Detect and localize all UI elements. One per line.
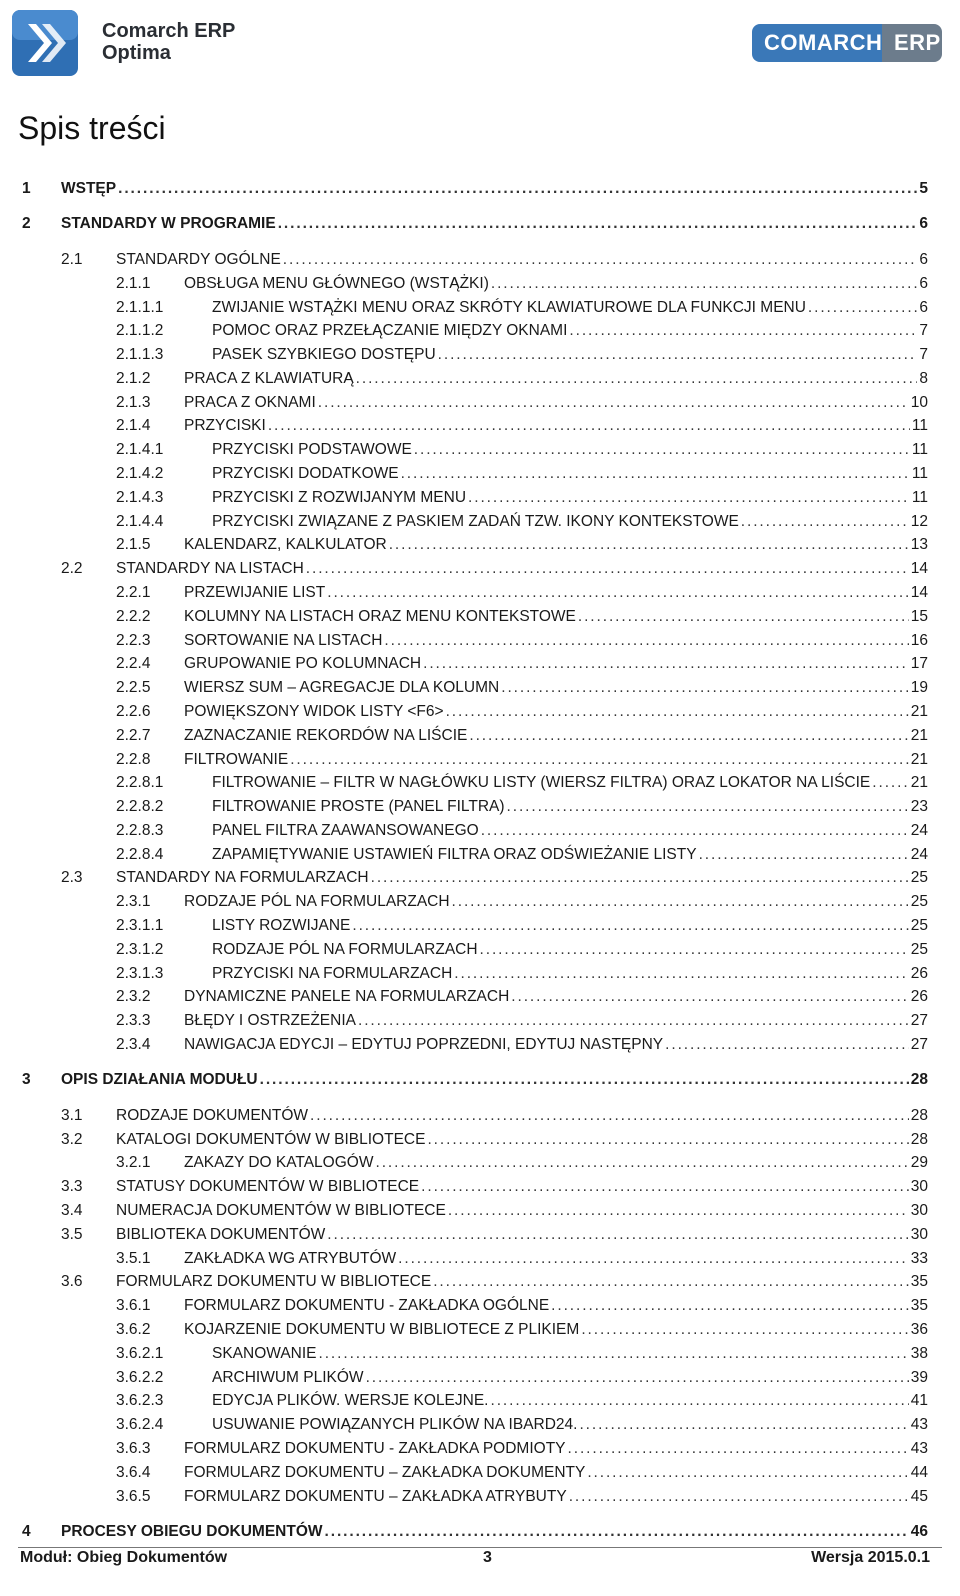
toc-entry[interactable]	[0, 1271, 960, 1293]
toc-entry-title[interactable]: PRACA Z OKNAMI	[184, 393, 316, 411]
toc-entry-title[interactable]: RODZAJE DOKUMENTÓW	[116, 1106, 309, 1124]
toc-entry-number: 3.6.5	[116, 1487, 151, 1505]
footer-page-number: 3	[483, 1549, 492, 1566]
toc-leader-dots	[118, 178, 917, 200]
toc-entry[interactable]	[0, 891, 960, 913]
toc-entry-title[interactable]: PANEL FILTRA ZAAWANSOWANEGO	[212, 821, 479, 839]
toc-entry[interactable]	[0, 1367, 960, 1389]
toc-entry[interactable]	[0, 249, 960, 271]
toc-entry-page: 39	[910, 1368, 928, 1386]
toc-entry[interactable]	[0, 772, 960, 794]
logo-text-erp: ERP	[894, 30, 941, 55]
toc-entry-number: 2.1.1	[116, 274, 151, 292]
toc-entry[interactable]	[0, 1390, 960, 1412]
toc-entry-page: 21	[910, 726, 928, 744]
toc-entry-number: 2.2.8.2	[116, 798, 164, 816]
toc-entry-title[interactable]: FORMULARZ DOKUMENTU – ZAKŁADKA ATRYBUTY	[184, 1487, 567, 1505]
toc-entry-title[interactable]: PRZYCISKI PODSTAWOWE	[212, 441, 412, 459]
toc-leader-dots	[569, 320, 917, 342]
toc-leader-dots	[366, 1367, 909, 1389]
toc-entry-page: 13	[910, 536, 928, 554]
toc-entry[interactable]	[0, 1069, 960, 1091]
toc-entry[interactable]	[0, 1129, 960, 1151]
toc-entry[interactable]	[0, 796, 960, 818]
toc-entry-title[interactable]: EDYCJA PLIKÓW. WERSJE KOLEJNE.	[212, 1392, 489, 1410]
toc-leader-dots	[325, 1521, 909, 1543]
toc-entry-page: 21	[910, 702, 928, 720]
toc-entry-title[interactable]: WSTĘP	[61, 180, 117, 197]
toc-entry-number: 3.2	[61, 1130, 83, 1148]
toc-entry-page: 26	[910, 988, 928, 1006]
toc-entry[interactable]	[0, 1105, 960, 1127]
toc-leader-dots	[398, 1248, 909, 1270]
toc-leader-dots	[327, 1224, 908, 1246]
toc-leader-dots	[290, 749, 909, 771]
toc-entry-page: 28	[910, 1106, 928, 1124]
toc-entry[interactable]	[0, 606, 960, 628]
toc-entry-page: 6	[919, 274, 928, 292]
toc-leader-dots	[568, 1438, 909, 1460]
toc-entry-number: 2.2	[61, 560, 83, 578]
toc-entry[interactable]	[0, 558, 960, 580]
toc-entry-page: 25	[910, 893, 928, 911]
toc-entry-title[interactable]: PASEK SZYBKIEGO DOSTĘPU	[212, 346, 436, 364]
toc-entry[interactable]	[0, 415, 960, 437]
toc-entry-number: 2.1.4.2	[116, 465, 164, 483]
toc-entry-page: 30	[910, 1202, 928, 1220]
toc-leader-dots	[491, 1390, 909, 1412]
toc-entry-title[interactable]: STATUSY DOKUMENTÓW W BIBLIOTECE	[116, 1178, 420, 1196]
toc-entry-title[interactable]: ARCHIWUM PLIKÓW	[212, 1368, 364, 1386]
toc-entry-page: 10	[910, 393, 928, 411]
toc-entry-number: 2.2.8.4	[116, 845, 164, 863]
toc-entry[interactable]	[0, 749, 960, 771]
toc-entry[interactable]	[0, 582, 960, 604]
toc-entry-number: 2.3.1	[116, 893, 151, 911]
toc-leader-dots	[306, 558, 909, 580]
toc-entry-page: 45	[910, 1487, 928, 1505]
toc-entry[interactable]	[0, 1319, 960, 1341]
toc-entry-number: 2.3.1.2	[116, 940, 164, 958]
toc-entry-title[interactable]: WIERSZ SUM – AGREGACJE DLA KOLUMN	[184, 679, 500, 697]
toc-entry-number: 2.1.3	[116, 393, 151, 411]
toc-entry-page: 6	[919, 298, 928, 316]
toc-entry-title[interactable]: DYNAMICZNE PANELE NA FORMULARZACH	[184, 988, 510, 1006]
toc-leader-dots	[371, 867, 909, 889]
toc-leader-dots	[578, 606, 909, 628]
toc-entry-title[interactable]: FORMULARZ DOKUMENTU – ZAKŁADKA DOKUMENTY	[184, 1463, 586, 1481]
toc-entry-title[interactable]: KALENDARZ, KALKULATOR	[184, 536, 387, 554]
toc-entry-page: 16	[910, 631, 928, 649]
toc-entry-number: 2.1	[61, 250, 83, 268]
toc-entry-title[interactable]: STANDARDY W PROGRAMIE	[61, 215, 276, 233]
toc-leader-dots	[480, 939, 909, 961]
toc-entry[interactable]	[0, 820, 960, 842]
toc-entry-page: 19	[910, 679, 928, 697]
toc-entry-page: 41	[910, 1392, 928, 1410]
toc-leader-dots	[448, 1200, 909, 1222]
toc-leader-dots	[511, 986, 908, 1008]
toc-leader-dots	[268, 415, 910, 437]
toc-entry-page: 5	[919, 180, 928, 197]
toc-entry-number: 2.2.8	[116, 750, 151, 768]
toc-leader-dots	[551, 1295, 909, 1317]
toc-entry-page: 35	[910, 1297, 928, 1315]
toc-entry-number: 2.2.1	[116, 583, 151, 601]
toc-entry-title[interactable]: KOLUMNY NA LISTACH ORAZ MENU KONTEKSTOWE	[184, 607, 576, 625]
toc-leader-dots	[414, 439, 910, 461]
toc-entry[interactable]	[0, 1224, 960, 1246]
toc-leader-dots	[872, 772, 908, 794]
toc-entry-page: 30	[910, 1225, 928, 1243]
toc-entry-title[interactable]: PRZYCISKI	[184, 417, 266, 435]
toc-entry[interactable]	[0, 1248, 960, 1270]
toc-entry-number: 3.6.2	[116, 1321, 151, 1338]
toc-entry[interactable]	[0, 1521, 960, 1543]
toc-entry-title[interactable]: ZAKAZY DO KATALOGÓW	[184, 1154, 374, 1172]
toc-entry-page: 33	[910, 1249, 928, 1267]
toc-entry-number: 3.6.3	[116, 1439, 151, 1457]
toc-entry-page: 35	[910, 1273, 928, 1291]
toc-entry-number: 2.2.8.1	[116, 774, 164, 792]
toc-entry-title[interactable]: FORMULARZ DOKUMENTU - ZAKŁADKA OGÓLNE	[184, 1297, 550, 1315]
toc-entry[interactable]	[0, 986, 960, 1008]
toc-entry[interactable]	[0, 844, 960, 866]
toc-entry[interactable]	[0, 1200, 960, 1222]
page-title: Spis treści	[18, 110, 166, 146]
footer-divider	[18, 1547, 942, 1548]
toc-leader-dots	[423, 653, 909, 675]
toc-entry-title[interactable]: SKANOWANIE	[212, 1344, 317, 1362]
toc-entry[interactable]	[0, 487, 960, 509]
toc-entry-title[interactable]: FILTROWANIE PROSTE (PANEL FILTRA)	[212, 798, 505, 816]
toc-entry[interactable]	[0, 1152, 960, 1174]
toc-entry-number: 2.1.5	[116, 536, 151, 554]
brand-name	[102, 20, 235, 64]
toc-leader-dots	[433, 1271, 909, 1293]
toc-entry-number: 4	[22, 1523, 31, 1540]
toc-entry-title[interactable]: STANDARDY NA LISTACH	[116, 560, 304, 578]
toc-entry[interactable]	[0, 1176, 960, 1198]
toc-entry-title[interactable]: FILTROWANIE	[184, 750, 289, 768]
toc-leader-dots	[438, 344, 918, 366]
toc-entry[interactable]	[0, 463, 960, 485]
brand-line-1: Comarch ERP	[102, 20, 236, 42]
brand-line-2: Optima	[102, 42, 171, 64]
toc-entry-number: 3.4	[61, 1202, 83, 1220]
toc-entry-page: 26	[910, 964, 928, 982]
toc-entry-title[interactable]: PROCESY OBIEGU DOKUMENTÓW	[61, 1523, 323, 1540]
toc-entry-number: 3.5.1	[116, 1249, 151, 1267]
toc-entry-title[interactable]: FORMULARZ DOKUMENTU - ZAKŁADKA PODMIOTY	[184, 1439, 566, 1457]
toc-entry-page: 23	[910, 798, 928, 816]
toc-entry-page: 11	[911, 417, 928, 435]
toc-entry-title[interactable]: ZAZNACZANIE REKORDÓW NA LIŚCIE	[184, 726, 468, 744]
toc-entry-page: 15	[910, 607, 928, 625]
toc-leader-dots	[356, 368, 918, 390]
toc-entry-title[interactable]: STANDARDY NA FORMULARZACH	[116, 869, 369, 887]
toc-entry-title[interactable]: NUMERACJA DOKUMENTÓW W BIBLIOTECE	[116, 1202, 446, 1220]
toc-entry-page: 25	[910, 869, 928, 887]
toc-entry-number: 2.1.1.1	[116, 298, 164, 316]
toc-entry-title[interactable]: GRUPOWANIE PO KOLUMNACH	[184, 655, 422, 673]
toc-entry-title[interactable]: SORTOWANIE NA LISTACH	[184, 631, 383, 649]
comarch-erp-logo	[752, 24, 942, 62]
toc-entry-number: 2.3.1.3	[116, 964, 164, 982]
toc-entry-page: 30	[910, 1178, 928, 1196]
toc-entry-page: 44	[910, 1463, 928, 1481]
toc-entry-number: 2.3	[61, 869, 83, 887]
toc-entry[interactable]	[0, 273, 960, 295]
toc-leader-dots	[454, 963, 908, 985]
toc-leader-dots	[452, 891, 909, 913]
toc-entry-number: 2.1.4.1	[116, 441, 164, 459]
toc-entry-number: 2.1.2	[116, 369, 151, 387]
toc-entry-title[interactable]: USUWANIE POWIĄZANYCH PLIKÓW NA IBARD24.	[212, 1416, 578, 1434]
page-header	[0, 0, 960, 90]
toc-entry-title[interactable]: RODZAJE PÓL NA FORMULARZACH	[184, 893, 450, 911]
toc-leader-dots	[421, 1176, 909, 1198]
toc-leader-dots	[808, 297, 917, 319]
toc-entry-title[interactable]: PRZYCISKI NA FORMULARZACH	[212, 964, 453, 982]
toc-entry-number: 2.1.1.2	[116, 322, 164, 340]
toc-leader-dots	[358, 1010, 909, 1032]
toc-entry-page: 24	[910, 821, 928, 839]
toc-entry-page: 46	[910, 1523, 928, 1540]
toc-entry-number: 2.2.6	[116, 702, 151, 720]
toc-entry-number: 3.1	[61, 1106, 83, 1124]
toc-entry[interactable]	[0, 1438, 960, 1460]
toc-entry-page: 11	[911, 465, 928, 483]
toc-entry[interactable]	[0, 653, 960, 675]
toc-entry-number: 2.1.1.3	[116, 346, 164, 364]
toc-entry[interactable]	[0, 867, 960, 889]
toc-entry-number: 2.3.2	[116, 988, 151, 1006]
toc-entry[interactable]	[0, 1414, 960, 1436]
toc-entry-page: 21	[910, 774, 928, 792]
page-footer	[0, 1547, 960, 1569]
toc-entry-title[interactable]: LISTY ROZWIJANE	[212, 917, 351, 935]
toc-entry-page: 27	[910, 1012, 928, 1030]
toc-entry-number: 1	[22, 180, 31, 197]
toc-leader-dots	[468, 487, 910, 509]
toc-leader-dots	[375, 1152, 908, 1174]
toc-entry[interactable]	[0, 963, 960, 985]
toc-entry-title[interactable]: PRZYCISKI DODATKOWE	[212, 465, 399, 483]
toc-entry-number: 3.6.1	[116, 1297, 151, 1315]
toc-leader-dots	[260, 1069, 909, 1091]
toc-leader-dots	[579, 1414, 908, 1436]
toc-leader-dots	[501, 677, 909, 699]
toc-entry[interactable]	[0, 1486, 960, 1508]
toc-entry-title[interactable]: FORMULARZ DOKUMENTU W BIBLIOTECE	[116, 1273, 432, 1291]
toc-leader-dots	[446, 701, 909, 723]
toc-leader-dots	[401, 463, 910, 485]
toc-entry-page: 14	[910, 560, 928, 578]
toc-entry-page: 43	[910, 1439, 928, 1457]
toc-entry-page: 21	[910, 750, 928, 768]
logo-text-comarch: COMARCH	[764, 30, 883, 55]
toc-entry[interactable]	[0, 392, 960, 414]
toc-entry-page: 25	[910, 917, 928, 935]
toc-entry-title[interactable]: PRZYCISKI ZWIĄZANE Z PASKIEM ZADAŃ TZW. IKONY KONTEKSTOWE	[212, 512, 739, 530]
toc-entry-page: 25	[910, 940, 928, 958]
toc-entry-title[interactable]: STANDARDY OGÓLNE	[116, 250, 281, 268]
toc-entry-title[interactable]: BŁĘDY I OSTRZEŻENIA	[184, 1012, 356, 1030]
toc-entry-page: 36	[910, 1321, 928, 1338]
toc-entry-page: 7	[919, 322, 928, 340]
footer-version: Wersja 2015.0.1	[811, 1549, 930, 1566]
toc-entry-title[interactable]: NAWIGACJA EDYCJI – EDYTUJ POPRZEDNI, EDYTUJ NASTĘPNY	[184, 1035, 664, 1053]
toc-leader-dots	[389, 534, 909, 556]
toc-leader-dots	[427, 1129, 908, 1151]
toc-entry-number: 3.2.1	[116, 1154, 151, 1172]
toc-entry[interactable]	[0, 344, 960, 366]
toc-entry-number: 2.1.4.3	[116, 488, 164, 506]
footer-module: Moduł: Obieg Dokumentów	[20, 1549, 228, 1566]
toc-entry[interactable]	[0, 1295, 960, 1317]
toc-entry-page: 12	[910, 512, 928, 530]
toc-entry-title[interactable]: OBSŁUGA MENU GŁÓWNEGO (WSTĄŻKI)	[184, 274, 489, 292]
toc-entry[interactable]	[0, 511, 960, 533]
toc-leader-dots	[469, 725, 908, 747]
toc-entry-page: 6	[919, 215, 928, 233]
toc-entry-title[interactable]: KATALOGI DOKUMENTÓW W BIBLIOTECE	[116, 1130, 426, 1148]
toc-leader-dots	[569, 1486, 909, 1508]
toc-entry-page: 38	[910, 1344, 928, 1362]
toc-entry-number: 3.6.4	[116, 1463, 151, 1481]
toc-leader-dots	[587, 1462, 908, 1484]
toc-entry[interactable]	[0, 1462, 960, 1484]
toc-leader-dots	[278, 213, 918, 235]
toc-entry[interactable]	[0, 439, 960, 461]
toc-entry[interactable]	[0, 630, 960, 652]
toc-entry-number: 3.6.2.2	[116, 1368, 164, 1386]
toc-entry-page: 29	[910, 1154, 928, 1172]
toc-entry-number: 2.3.4	[116, 1035, 151, 1053]
toc-entry-title[interactable]: OPIS DZIAŁANIA MODUŁU	[61, 1071, 258, 1089]
toc-entry-page: 28	[910, 1130, 928, 1148]
toc-leader-dots	[665, 1034, 909, 1056]
toc-entry-page: 27	[910, 1035, 928, 1053]
toc-entry[interactable]	[0, 1343, 960, 1365]
toc-entry-number: 3.6.2.3	[116, 1392, 164, 1410]
toc-entry-title[interactable]: RODZAJE PÓL NA FORMULARZACH	[212, 940, 478, 958]
toc-leader-dots	[741, 511, 909, 533]
toc-leader-dots	[318, 392, 909, 414]
toc-entry-number: 3.3	[61, 1178, 83, 1196]
toc-entry-page: 7	[919, 346, 928, 364]
toc-entry-number: 3	[22, 1071, 31, 1089]
toc-entry-title[interactable]: PRZEWIJANIE LIST	[184, 583, 326, 601]
toc-entry-number: 2.2.5	[116, 679, 151, 697]
toc-entry-title[interactable]: PRZYCISKI Z ROZWIJANYM MENU	[212, 488, 467, 506]
toc-entry-number: 3.6.2.1	[116, 1344, 164, 1362]
toc-entry-title[interactable]: POMOC ORAZ PRZEŁĄCZANIE MIĘDZY OKNAMI	[212, 322, 568, 340]
toc-leader-dots	[481, 820, 909, 842]
toc-entry-number: 2.2.4	[116, 655, 151, 673]
toc-leader-dots	[384, 630, 908, 652]
toc-entry-number: 2.1.4	[116, 417, 151, 435]
toc-entry-page: 24	[910, 845, 928, 863]
toc-entry[interactable]	[0, 213, 960, 235]
toc-entry[interactable]	[0, 701, 960, 723]
toc-entry[interactable]	[0, 534, 960, 556]
toc-entry-page: 17	[910, 655, 928, 673]
toc-entry-number: 2.2.3	[116, 631, 151, 649]
toc-entry-number: 2.2.8.3	[116, 821, 164, 839]
toc-entry-number: 3.5	[61, 1225, 83, 1243]
toc-entry-page: 28	[910, 1071, 928, 1089]
toc-entry-number: 2.3.1.1	[116, 917, 164, 935]
toc-entry[interactable]	[0, 1034, 960, 1056]
toc-entry-number: 2.2.2	[116, 607, 151, 625]
toc-leader-dots	[699, 844, 909, 866]
toc-entry[interactable]	[0, 297, 960, 319]
toc-entry-number: 2.3.3	[116, 1012, 151, 1030]
toc-leader-dots	[352, 915, 908, 937]
toc-entry-number: 3.6	[61, 1273, 83, 1291]
toc-entry-title[interactable]: ZWIJANIE WSTĄŻKI MENU ORAZ SKRÓTY KLAWIATUROWE DLA FUNKCJI MENU	[212, 298, 806, 316]
toc-entry-page: 11	[911, 441, 928, 459]
comarch-logo-icon	[10, 8, 80, 78]
toc-entry-title[interactable]: FILTROWANIE – FILTR W NAGŁÓWKU LISTY (WIERSZ FILTRA) ORAZ LOKATOR NA LIŚCIE	[212, 774, 871, 792]
toc-leader-dots	[283, 249, 918, 271]
toc-leader-dots	[319, 1343, 909, 1365]
toc-entry[interactable]	[0, 915, 960, 937]
toc-entry-page: 8	[919, 369, 928, 387]
toc-entry-title[interactable]: ZAKŁADKA WG ATRYBUTÓW	[184, 1249, 397, 1267]
toc-entry-title[interactable]: BIBLIOTEKA DOKUMENTÓW	[116, 1225, 326, 1243]
toc-entry-number: 2.2.7	[116, 726, 151, 744]
toc-leader-dots	[327, 582, 909, 604]
toc-entry-title[interactable]: POWIĘKSZONY WIDOK LISTY <F6>	[184, 702, 444, 720]
toc-leader-dots	[491, 273, 918, 295]
toc-entry[interactable]	[0, 677, 960, 699]
toc-entry-page: 43	[910, 1416, 928, 1434]
toc-entry-number: 2	[22, 215, 31, 233]
toc-entry[interactable]	[0, 725, 960, 747]
toc-entry[interactable]	[0, 939, 960, 961]
toc-leader-dots	[507, 796, 909, 818]
toc-leader-dots	[581, 1319, 908, 1341]
toc-entry[interactable]	[0, 178, 960, 200]
toc-entry-page: 11	[911, 488, 928, 506]
toc-entry[interactable]	[0, 368, 960, 390]
toc-entry[interactable]	[0, 320, 960, 342]
toc-entry-page: 6	[919, 250, 928, 268]
toc-entry-title[interactable]: PRACA Z KLAWIATURĄ	[184, 369, 354, 387]
toc-entry-page: 14	[910, 583, 928, 601]
toc-entry-title[interactable]: KOJARZENIE DOKUMENTU W BIBLIOTECE Z PLIKIEM	[184, 1321, 580, 1338]
toc-entry-number: 3.6.2.4	[116, 1416, 164, 1434]
toc-entry[interactable]	[0, 1010, 960, 1032]
toc-entry-number: 2.1.4.4	[116, 512, 164, 530]
toc-leader-dots	[310, 1105, 909, 1127]
toc-entry-title[interactable]: ZAPAMIĘTYWANIE USTAWIEŃ FILTRA ORAZ ODŚWIEŻANIE LISTY	[212, 845, 697, 863]
